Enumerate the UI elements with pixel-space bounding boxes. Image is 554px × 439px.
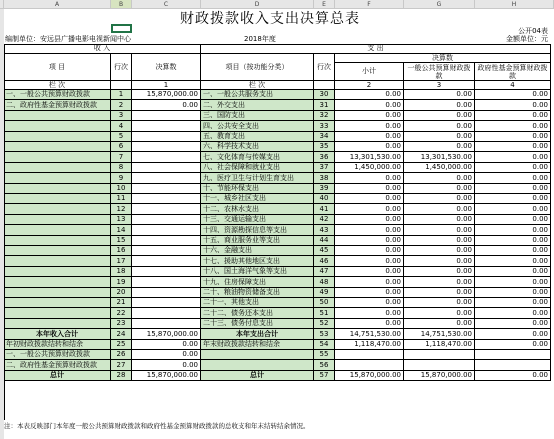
income-item[interactable] (4, 298, 111, 308)
expense-general[interactable]: 0.00 (404, 173, 475, 184)
income-amount[interactable] (132, 132, 201, 142)
expense-line[interactable]: 50 (314, 298, 335, 308)
income-header: 收 入 (4, 44, 201, 54)
expense-item[interactable] (201, 350, 314, 360)
expense-general[interactable]: 1,118,470.00 (404, 340, 475, 350)
expense-item[interactable]: 二十二、债务还本支出 (201, 308, 314, 319)
income-line[interactable]: 5 (111, 132, 132, 142)
expense-general[interactable]: 0.00 (404, 132, 475, 142)
expense-fund[interactable]: 0.00 (475, 288, 551, 298)
expense-general[interactable]: 0.00 (404, 277, 475, 288)
expense-general[interactable]: 0.00 (404, 288, 475, 298)
col-line: 行次 (111, 54, 132, 81)
expense-fund[interactable]: 0.00 (475, 194, 551, 204)
income-amount[interactable]: 15,870,000.00 (132, 329, 201, 340)
expense-general[interactable]: 0.00 (404, 298, 475, 308)
reporting-unit: 编制单位：安远县广播电影电视新闻中心 (5, 35, 131, 43)
expense-line[interactable]: 35 (314, 142, 335, 152)
expense-fund[interactable]: 0.00 (475, 111, 551, 121)
expense-item[interactable]: 二十三、债务付息支出 (201, 319, 314, 329)
expense-line[interactable]: 45 (314, 246, 335, 256)
expense-fund[interactable]: 0.00 (475, 256, 551, 267)
expense-fund[interactable]: 0.00 (475, 173, 551, 184)
expense-subtotal[interactable]: 1,450,000.00 (335, 163, 404, 173)
expense-subtotal[interactable]: 0.00 (335, 90, 404, 100)
column-header-c[interactable]: C (132, 0, 201, 9)
income-amount[interactable] (132, 298, 201, 308)
expense-item[interactable]: 一、一般公共服务支出 (201, 90, 314, 100)
expense-line[interactable]: 40 (314, 194, 335, 204)
expense-general[interactable] (404, 360, 475, 371)
column-header-h[interactable]: H (475, 0, 554, 9)
index-4: 4 (475, 81, 551, 90)
expense-general[interactable]: 0.00 (404, 215, 475, 225)
expense-line[interactable]: 36 (314, 152, 335, 163)
expense-item[interactable]: 九、医疗卫生与计划生育支出 (201, 173, 314, 184)
expense-fund[interactable] (475, 350, 551, 360)
expense-subtotal[interactable]: 0.00 (335, 142, 404, 152)
income-amount[interactable] (132, 194, 201, 204)
expense-fund[interactable]: 0.00 (475, 100, 551, 111)
column-header-d[interactable]: D (201, 0, 314, 9)
income-item[interactable] (4, 267, 111, 277)
income-line[interactable]: 14 (111, 225, 132, 236)
income-item[interactable] (4, 152, 111, 163)
expense-line[interactable]: 44 (314, 236, 335, 246)
expense-line[interactable]: 56 (314, 360, 335, 371)
fiscal-year: 2018年度 (244, 35, 276, 43)
income-item[interactable]: 总计 (4, 371, 111, 381)
expense-general[interactable]: 0.00 (404, 121, 475, 132)
income-amount[interactable] (132, 173, 201, 184)
income-line[interactable]: 1 (111, 90, 132, 100)
income-item[interactable]: 年初财政拨款结转和结余 (4, 340, 111, 350)
expense-item[interactable]: 年末财政拨款结转和结余 (201, 340, 314, 350)
expense-fund[interactable]: 0.00 (475, 236, 551, 246)
col-line2: 行次 (314, 54, 335, 81)
expense-subtotal[interactable]: 0.00 (335, 215, 404, 225)
income-amount[interactable] (132, 256, 201, 267)
expense-fund[interactable]: 0.00 (475, 319, 551, 329)
expense-fund[interactable]: 0.00 (475, 215, 551, 225)
income-amount[interactable] (132, 267, 201, 277)
expense-line[interactable]: 37 (314, 163, 335, 173)
expense-fund[interactable]: 0.00 (475, 152, 551, 163)
income-amount[interactable] (132, 246, 201, 256)
expense-fund[interactable]: 0.00 (475, 225, 551, 236)
index-label2: 栏 次 (201, 81, 314, 90)
expense-line[interactable]: 31 (314, 100, 335, 111)
expense-general[interactable]: 0.00 (404, 225, 475, 236)
income-item[interactable] (4, 288, 111, 298)
expense-subtotal[interactable]: 0.00 (335, 267, 404, 277)
expense-subtotal[interactable]: 0.00 (335, 225, 404, 236)
income-amount[interactable] (132, 277, 201, 288)
income-amount[interactable] (132, 152, 201, 163)
expense-item[interactable]: 五、教育支出 (201, 132, 314, 142)
expense-fund[interactable]: 0.00 (475, 246, 551, 256)
income-line[interactable]: 28 (111, 371, 132, 381)
income-line[interactable]: 16 (111, 246, 132, 256)
expense-general[interactable]: 0.00 (404, 236, 475, 246)
col-item: 项 目 (4, 54, 111, 81)
expense-subtotal[interactable]: 0.00 (335, 121, 404, 132)
form-code: 公开04表 (518, 27, 548, 35)
expense-general[interactable]: 14,751,530.00 (404, 329, 475, 340)
expense-item[interactable]: 十七、援助其他地区支出 (201, 256, 314, 267)
expense-fund[interactable]: 0.00 (475, 371, 551, 381)
expense-item[interactable]: 八、社会保障和就业支出 (201, 163, 314, 173)
income-amount[interactable] (132, 142, 201, 152)
income-item[interactable] (4, 194, 111, 204)
income-line[interactable]: 15 (111, 236, 132, 246)
expense-general[interactable]: 0.00 (404, 100, 475, 111)
income-amount[interactable]: 0.00 (132, 100, 201, 111)
expense-line[interactable]: 38 (314, 173, 335, 184)
expense-item[interactable]: 二十、粮油物资储备支出 (201, 288, 314, 298)
expense-fund[interactable]: 0.00 (475, 142, 551, 152)
expense-line[interactable]: 32 (314, 111, 335, 121)
income-amount[interactable] (132, 288, 201, 298)
income-line[interactable]: 4 (111, 121, 132, 132)
expense-header: 支 出 (201, 44, 551, 54)
amount-unit: 金额单位：元 (506, 35, 548, 43)
expense-item[interactable]: 十四、资源勘探信息等支出 (201, 225, 314, 236)
expense-line[interactable]: 52 (314, 319, 335, 329)
income-amount[interactable]: 15,870,000.00 (132, 371, 201, 381)
income-item[interactable] (4, 204, 111, 215)
expense-subtotal[interactable]: 1,118,470.00 (335, 340, 404, 350)
expense-subtotal[interactable] (335, 360, 404, 371)
income-line[interactable]: 19 (111, 277, 132, 288)
income-item[interactable] (4, 111, 111, 121)
income-item[interactable] (4, 173, 111, 184)
expense-fund[interactable]: 0.00 (475, 132, 551, 142)
expense-fund[interactable]: 0.00 (475, 329, 551, 340)
col-general-budget: 一般公共预算财政拨款 (404, 63, 475, 81)
income-item[interactable] (4, 246, 111, 256)
income-item[interactable] (4, 215, 111, 225)
expense-general[interactable]: 0.00 (404, 90, 475, 100)
expense-subtotal[interactable]: 0.00 (335, 236, 404, 246)
expense-subtotal[interactable] (335, 350, 404, 360)
income-item[interactable] (4, 142, 111, 152)
expense-line[interactable]: 48 (314, 277, 335, 288)
income-line[interactable]: 8 (111, 163, 132, 173)
income-line[interactable]: 25 (111, 340, 132, 350)
expense-item[interactable]: 七、文化体育与传媒支出 (201, 152, 314, 163)
income-line[interactable]: 11 (111, 194, 132, 204)
expense-line[interactable]: 51 (314, 308, 335, 319)
column-header-f[interactable]: F (335, 0, 404, 9)
expense-item[interactable]: 十八、国土海洋气象等支出 (201, 267, 314, 277)
col-subtotal: 小计 (335, 63, 404, 81)
expense-line[interactable]: 39 (314, 184, 335, 194)
income-line[interactable]: 7 (111, 152, 132, 163)
income-item[interactable]: 本年收入合计 (4, 329, 111, 340)
expense-line[interactable]: 57 (314, 371, 335, 381)
col-final: 决算数 (132, 54, 201, 81)
expense-item[interactable]: 十九、住房保障支出 (201, 277, 314, 288)
income-line[interactable]: 20 (111, 288, 132, 298)
income-amount[interactable] (132, 236, 201, 246)
index-line2 (314, 81, 335, 90)
expense-line[interactable]: 43 (314, 225, 335, 236)
expense-fund[interactable]: 0.00 (475, 204, 551, 215)
expense-general[interactable] (404, 350, 475, 360)
income-line[interactable]: 13 (111, 215, 132, 225)
column-header-b[interactable]: B (111, 0, 132, 9)
expense-subtotal[interactable]: 0.00 (335, 246, 404, 256)
expense-subtotal[interactable]: 0.00 (335, 184, 404, 194)
expense-subtotal[interactable]: 0.00 (335, 319, 404, 329)
income-item[interactable] (4, 225, 111, 236)
expense-item[interactable]: 三、国防支出 (201, 111, 314, 121)
income-item[interactable] (4, 256, 111, 267)
expense-line[interactable]: 49 (314, 288, 335, 298)
expense-general[interactable]: 0.00 (404, 194, 475, 204)
index-label: 栏 次 (4, 81, 111, 90)
income-amount[interactable] (132, 163, 201, 173)
col-final-group: 决算数 (335, 54, 551, 63)
expense-item[interactable] (201, 360, 314, 371)
expense-line[interactable]: 53 (314, 329, 335, 340)
expense-item[interactable]: 四、公共安全支出 (201, 121, 314, 132)
expense-item[interactable]: 十五、商业服务业等支出 (201, 236, 314, 246)
expense-subtotal[interactable]: 15,870,000.00 (335, 371, 404, 381)
income-item[interactable] (4, 319, 111, 329)
expense-subtotal[interactable]: 14,751,530.00 (335, 329, 404, 340)
col-item-by-func: 项目（按功能分类） (201, 54, 314, 81)
expense-subtotal[interactable]: 0.00 (335, 132, 404, 142)
income-amount[interactable]: 0.00 (132, 350, 201, 360)
expense-general[interactable]: 0.00 (404, 267, 475, 277)
report-title: 财政拨款收入支出决算总表 (180, 11, 360, 27)
expense-item[interactable]: 十、节能环保支出 (201, 184, 314, 194)
income-amount[interactable]: 0.00 (132, 360, 201, 371)
expense-fund[interactable]: 0.00 (475, 121, 551, 132)
expense-general[interactable]: 15,870,000.00 (404, 371, 475, 381)
income-amount[interactable] (132, 204, 201, 215)
income-line[interactable]: 27 (111, 360, 132, 371)
expense-fund[interactable]: 0.00 (475, 340, 551, 350)
income-line[interactable]: 10 (111, 184, 132, 194)
expense-fund[interactable]: 0.00 (475, 298, 551, 308)
expense-general[interactable]: 0.00 (404, 246, 475, 256)
income-item[interactable] (4, 236, 111, 246)
income-amount[interactable]: 0.00 (132, 340, 201, 350)
expense-subtotal[interactable]: 0.00 (335, 298, 404, 308)
expense-item[interactable]: 十三、交通运输支出 (201, 215, 314, 225)
expense-item[interactable]: 总计 (201, 371, 314, 381)
expense-subtotal[interactable]: 0.00 (335, 277, 404, 288)
expense-general[interactable]: 0.00 (404, 184, 475, 194)
expense-subtotal[interactable]: 0.00 (335, 100, 404, 111)
income-line[interactable]: 3 (111, 111, 132, 121)
expense-fund[interactable]: 0.00 (475, 90, 551, 100)
index-2: 2 (335, 81, 404, 90)
income-line[interactable]: 24 (111, 329, 132, 340)
expense-fund[interactable]: 0.00 (475, 163, 551, 173)
expense-line[interactable]: 41 (314, 204, 335, 215)
income-amount[interactable] (132, 215, 201, 225)
expense-subtotal[interactable]: 0.00 (335, 194, 404, 204)
income-amount[interactable] (132, 111, 201, 121)
income-amount[interactable] (132, 319, 201, 329)
expense-fund[interactable]: 0.00 (475, 277, 551, 288)
income-item[interactable]: 一、一般公共预算财政拨款 (4, 90, 111, 100)
expense-subtotal[interactable]: 0.00 (335, 173, 404, 184)
expense-general[interactable]: 0.00 (404, 204, 475, 215)
expense-fund[interactable]: 0.00 (475, 267, 551, 277)
income-line[interactable]: 22 (111, 308, 132, 319)
expense-general[interactable]: 1,450,000.00 (404, 163, 475, 173)
expense-line[interactable]: 33 (314, 121, 335, 132)
income-line[interactable]: 26 (111, 350, 132, 360)
expense-fund[interactable]: 0.00 (475, 308, 551, 319)
income-line[interactable]: 23 (111, 319, 132, 329)
col-gov-fund: 政府性基金预算财政拨款 (475, 63, 551, 81)
expense-general[interactable]: 0.00 (404, 111, 475, 121)
income-line[interactable]: 6 (111, 142, 132, 152)
income-line[interactable]: 18 (111, 267, 132, 277)
income-item[interactable] (4, 132, 111, 142)
expense-line[interactable]: 47 (314, 267, 335, 277)
expense-fund[interactable]: 0.00 (475, 184, 551, 194)
column-header-a[interactable]: A (4, 0, 111, 9)
income-item[interactable] (4, 308, 111, 319)
column-header-e[interactable]: E (314, 0, 335, 9)
expense-general[interactable]: 0.00 (404, 319, 475, 329)
expense-general[interactable]: 0.00 (404, 142, 475, 152)
expense-subtotal[interactable]: 0.00 (335, 288, 404, 298)
expense-item[interactable]: 本年支出合计 (201, 329, 314, 340)
income-item[interactable] (4, 277, 111, 288)
expense-subtotal[interactable]: 0.00 (335, 308, 404, 319)
income-amount[interactable]: 15,870,000.00 (132, 90, 201, 100)
expense-line[interactable]: 46 (314, 256, 335, 267)
expense-subtotal[interactable]: 0.00 (335, 256, 404, 267)
expense-subtotal[interactable]: 0.00 (335, 111, 404, 121)
income-item[interactable]: 二、政府性基金预算财政拨款 (4, 360, 111, 371)
expense-subtotal[interactable]: 13,301,530.00 (335, 152, 404, 163)
column-header-g[interactable]: G (404, 0, 475, 9)
expense-item[interactable]: 十六、金融支出 (201, 246, 314, 256)
income-item[interactable] (4, 163, 111, 173)
index-1: 1 (132, 81, 201, 90)
expense-item[interactable]: 六、科学技术支出 (201, 142, 314, 152)
income-item[interactable]: 二、政府性基金预算财政拨款 (4, 100, 111, 111)
income-line[interactable]: 17 (111, 256, 132, 267)
expense-general[interactable]: 13,301,530.00 (404, 152, 475, 163)
expense-line[interactable]: 54 (314, 340, 335, 350)
income-line[interactable]: 2 (111, 100, 132, 111)
expense-subtotal[interactable]: 0.00 (335, 204, 404, 215)
income-item[interactable] (4, 121, 111, 132)
footnote: 注：本表反映部门本年度一般公共预算财政拨款和政府性基金预算财政拨款的总收支和年末结转结余情况。 (4, 422, 310, 430)
income-amount[interactable] (132, 121, 201, 132)
expense-item[interactable]: 十二、农林水支出 (201, 204, 314, 215)
income-amount[interactable] (132, 308, 201, 319)
index-line (111, 81, 132, 90)
income-item[interactable] (4, 184, 111, 194)
income-line[interactable]: 9 (111, 173, 132, 184)
income-amount[interactable] (132, 225, 201, 236)
expense-fund[interactable] (475, 360, 551, 371)
income-amount[interactable] (132, 184, 201, 194)
expense-line[interactable]: 42 (314, 215, 335, 225)
expense-line[interactable]: 30 (314, 90, 335, 100)
expense-item[interactable]: 十一、城乡社区支出 (201, 194, 314, 204)
expense-item[interactable]: 二、外交支出 (201, 100, 314, 111)
income-line[interactable]: 21 (111, 298, 132, 308)
expense-line[interactable]: 55 (314, 350, 335, 360)
income-item[interactable]: 一、一般公共预算财政拨款 (4, 350, 111, 360)
expense-line[interactable]: 34 (314, 132, 335, 142)
index-3: 3 (404, 81, 475, 90)
expense-general[interactable]: 0.00 (404, 308, 475, 319)
expense-general[interactable]: 0.00 (404, 256, 475, 267)
expense-item[interactable]: 二十一、其他支出 (201, 298, 314, 308)
income-line[interactable]: 12 (111, 204, 132, 215)
